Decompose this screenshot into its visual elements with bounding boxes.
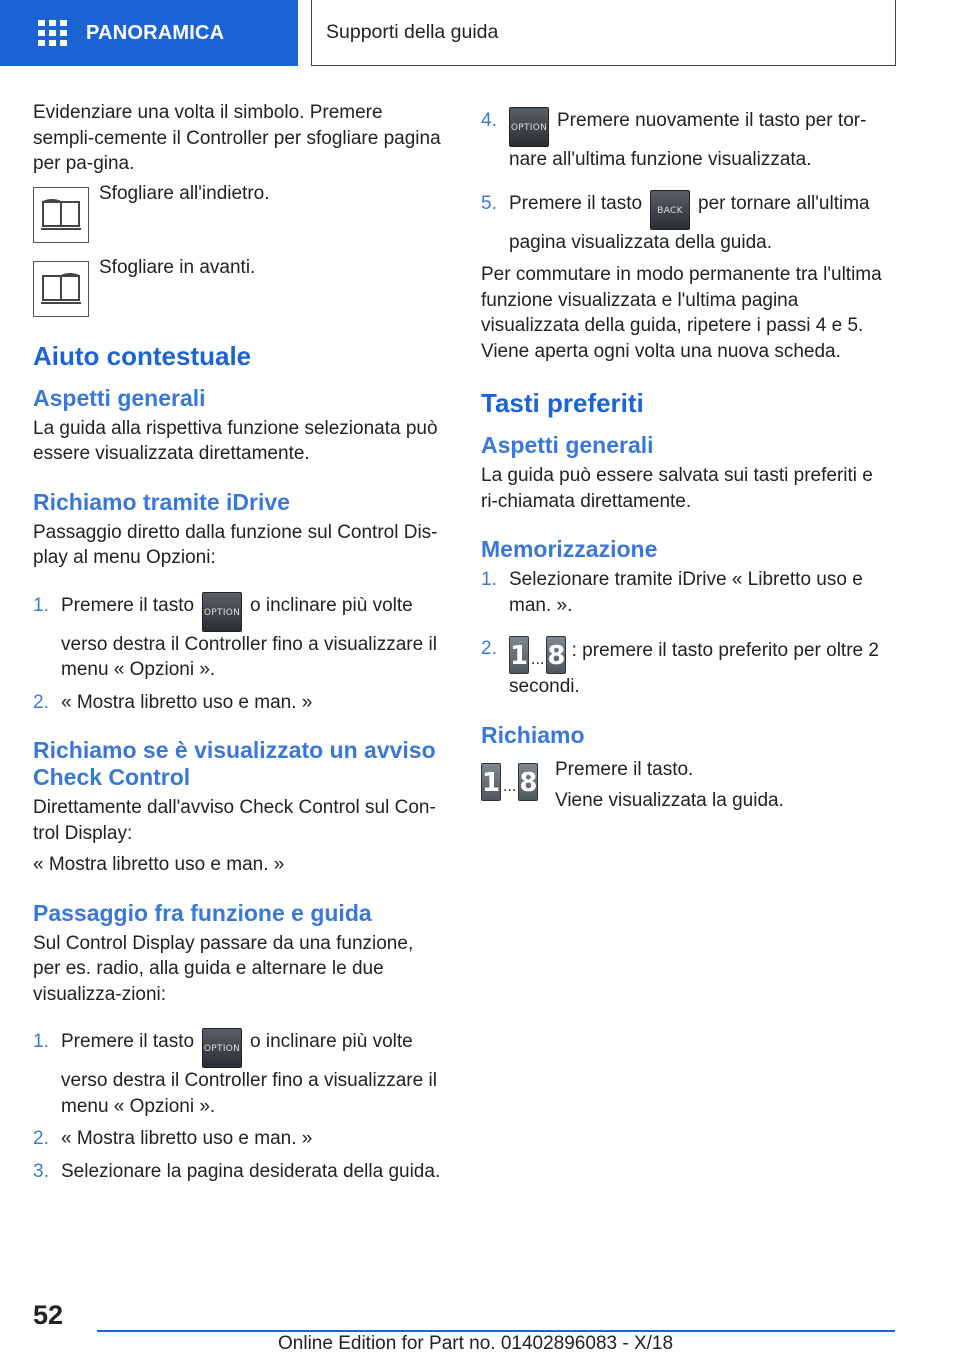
- option-button-icon: OPTION: [509, 107, 549, 147]
- overview-button[interactable]: [0, 0, 298, 66]
- list-item: 1. Selezionare tramite iDrive « Libretto uso e man. ».: [481, 569, 863, 616]
- page-number: 52: [33, 1300, 64, 1330]
- switch-note: Per commutare in modo permanente tra l'ultima funzione visualizzata e l'ultima pagina visualizzata della guida, ripetere i passi 4 e 5. Viene aperta ogni volta una nuova scheda.: [481, 264, 882, 362]
- heading-context-help: Aiuto contestuale: [33, 340, 252, 371]
- heading-favorites: Tasti preferiti: [481, 388, 644, 418]
- list-item: 4. OPTION Premere nuovamente il tasto per tor-nare all'ultima funzione visualizzata.: [481, 108, 893, 173]
- heading-store: Memorizzazione: [481, 536, 658, 562]
- option-button-icon: OPTION: [202, 592, 242, 632]
- book-forward-icon: [33, 261, 89, 317]
- favorite-key-1-icon: 1: [509, 636, 529, 674]
- list-item: 1. Premere il tasto OPTION o inclinare più volte verso destra il Controller fino a visualizzare il menu « Opzioni ».: [33, 593, 445, 683]
- list-item: 2. 1 ... 8 : premere il tasto preferito per oltre 2 secondi.: [481, 638, 879, 697]
- left-column: [33, 100, 445, 1191]
- recall-text-2: Viene visualizzata la guida.: [555, 790, 784, 811]
- heading-general: Aspetti generali: [33, 384, 206, 411]
- idrive-text: Passaggio diretto dalla funzione sul Control Dis-play al menu Opzioni:: [33, 521, 438, 568]
- tab-help-media[interactable]: [311, 0, 896, 66]
- intro-text: Evidenziare una volta il simbolo. Premere sempli-cemente il Controller per sfogliare pagina per pa-gina.: [33, 102, 441, 174]
- grid-icon: [38, 20, 68, 46]
- check-text: Direttamente dall'avviso Check Control sul Con-trol Display:: [33, 797, 436, 844]
- list-item: 3. Selezionare la pagina desiderata della guida.: [33, 1160, 441, 1182]
- store-steps: [481, 567, 893, 700]
- general-text: La guida alla rispettiva funzione selezionata può essere visualizzata direttamente.: [33, 417, 438, 464]
- list-item: 1. Premere il tasto OPTION o inclinare più volte verso destra il Controller fino a visualizzare il menu « Opzioni ».: [33, 1029, 445, 1119]
- back-row: [33, 182, 445, 243]
- overview-label: PANORAMICA: [86, 21, 225, 44]
- book-back-icon: [33, 187, 89, 243]
- forward-row: [33, 256, 445, 317]
- heading-switch: Passaggio fra funzione e guida: [33, 899, 372, 926]
- check-text-2: « Mostra libretto uso e man. »: [33, 854, 285, 875]
- edition-text: Online Edition for Part no. 01402896083 - X/18: [278, 1333, 674, 1354]
- switch-steps-continued: [481, 108, 893, 255]
- heading-check-control: Richiamo se è visualizzato un avviso Check Control: [33, 737, 436, 790]
- footer-divider: [97, 1330, 895, 1332]
- option-button-icon: OPTION: [202, 1028, 242, 1068]
- top-bar: [0, 0, 960, 66]
- idrive-steps: [33, 593, 445, 716]
- recall-row: [481, 757, 893, 820]
- heading-fav-general: Aspetti generali: [481, 432, 654, 458]
- favorite-keys-icon: 1 ... 8: [481, 757, 555, 820]
- heading-idrive: Richiamo tramite iDrive: [33, 488, 290, 515]
- switch-text: Sul Control Display passare da una funzione, per es. radio, alla guida e alternare le due visualizza-zioni:: [33, 932, 414, 1005]
- back-text: Sfogliare all'indietro.: [99, 182, 270, 204]
- heading-recall: Richiamo: [481, 721, 585, 748]
- tab-label: Supporti della guida: [326, 21, 499, 43]
- switch-steps: [33, 1029, 445, 1184]
- recall-text-1: Premere il tasto.: [555, 758, 694, 780]
- right-column: [481, 100, 893, 820]
- list-item: 2. « Mostra libretto uso e man. »: [33, 691, 313, 713]
- ellipsis: ...: [531, 651, 545, 668]
- list-item: 5. Premere il tasto BACK per tornare all'ultima pagina visualizzata della guida.: [481, 191, 893, 256]
- fav-general-text: La guida può essere salvata sui tasti preferiti e ri-chiamata direttamente.: [481, 465, 873, 512]
- list-item: 2. « Mostra libretto uso e man. »: [33, 1128, 313, 1149]
- favorite-key-8-icon: 8: [546, 636, 566, 674]
- forward-text: Sfogliare in avanti.: [99, 256, 256, 278]
- back-button-icon: BACK: [650, 190, 690, 230]
